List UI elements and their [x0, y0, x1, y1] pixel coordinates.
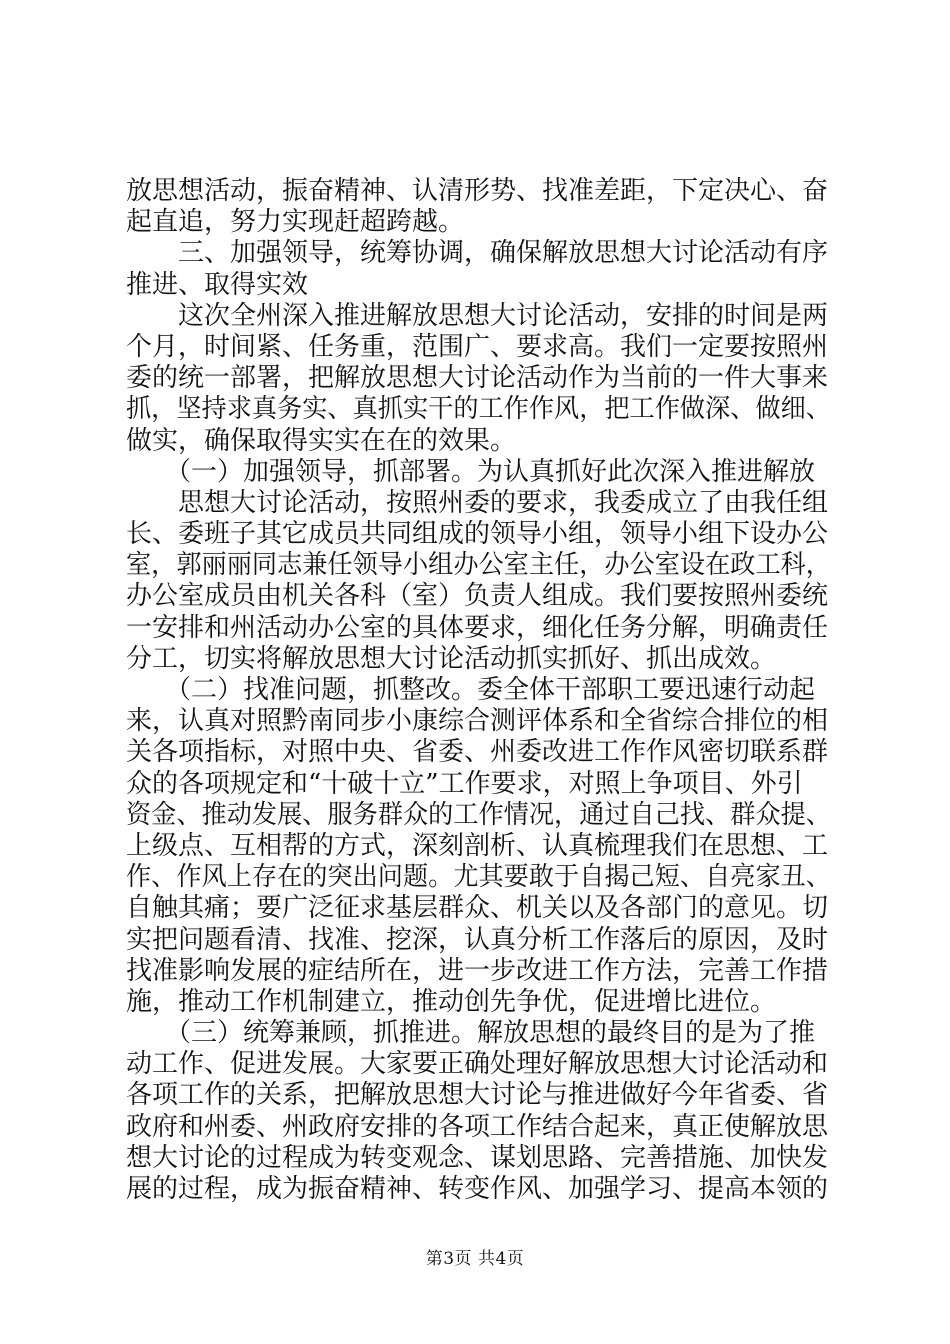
page-footer: [0, 1244, 950, 1269]
text-line: （二）找准问题，抓整改。委全体干部职工要迅速行动起: [126, 675, 816, 705]
text-line: 各项工作的关系，把解放思想大讨论与推进做好今年省委、省: [126, 1080, 829, 1111]
text-line: 办公室成员由机关各科（室）负责人组成。我们要按照州委统: [126, 581, 829, 612]
text-line: 来，认真对照黔南同步小康综合测评体系和全省综合排位的相: [126, 706, 829, 737]
text-line: 资金、推动发展、服务群众的工作情况，通过自己找、群众提、: [126, 799, 831, 830]
text-line: 一安排和州活动办公室的具体要求，细化任务分解，明确责任: [126, 612, 829, 643]
text-line: 室，郭丽丽同志兼任领导小组办公室主任，办公室设在政工科，: [126, 550, 831, 581]
text-line: 关各项指标，对照中央、省委、州委改进工作作风密切联系群: [126, 737, 829, 768]
section-heading-line: 三、加强领导，统筹协调，确保解放思想大讨论活动有序: [126, 238, 829, 269]
page-number: 第3页 共4页: [425, 1249, 525, 1269]
text-line: 作、作风上存在的突出问题。尤其要敢于自揭己短、自亮家丑、: [126, 862, 831, 893]
text-line: 起直追，努力实现赶超跨越。: [126, 207, 465, 238]
text-line: 抓，坚持求真务实、真抓实干的工作作风，把工作做深、做细、: [126, 394, 831, 425]
text-line: 动工作、促进发展。大家要正确处理好解放思想大讨论活动和: [126, 1049, 829, 1080]
text-line: 上级点、互相帮的方式，深刻剖析、认真梳理我们在思想、工: [126, 830, 829, 861]
text-line: 个月，时间紧、任务重，范围广、要求高。我们一定要按照州: [126, 331, 829, 362]
document-body: [126, 176, 831, 1205]
text-line: 这次全州深入推进解放思想大讨论活动，安排的时间是两: [126, 300, 829, 331]
text-line: 做实，确保取得实实在在的效果。: [126, 425, 517, 456]
text-line: 展的过程，成为振奋精神、转变作风、加强学习、提高本领的: [126, 1174, 829, 1204]
text-line: 众的各项规定和“十破十立”工作要求，对照上争项目、外引: [126, 768, 803, 799]
text-line: 自触其痛；要广泛征求基层群众、机关以及各部门的意见。切: [126, 893, 829, 924]
text-line: 实把问题看清、找准、挖深，认真分析工作落后的原因，及时: [126, 924, 829, 955]
section-heading-line: 推进、取得实效: [126, 269, 309, 300]
text-line: 找准影响发展的症结所在，进一步改进工作方法，完善工作措: [126, 955, 829, 986]
text-line: 长、委班子其它成员共同组成的领导小组，领导小组下设办公: [126, 519, 829, 550]
text-line: 施，推动工作机制建立，推动创先争优，促进增比进位。: [126, 986, 777, 1017]
text-line: 委的统一部署，把解放思想大讨论活动作为当前的一件大事来: [126, 363, 829, 394]
text-line: 政府和州委、州政府安排的各项工作结合起来，真正使解放思: [126, 1111, 829, 1142]
text-line: （三）统筹兼顾，抓推进。解放思想的最终目的是为了推: [126, 1018, 816, 1049]
text-line: 想大讨论的过程成为转变观念、谋划思路、完善措施、加快发: [126, 1142, 829, 1173]
text-line: （一）加强领导，抓部署。为认真抓好此次深入推进解放: [126, 456, 816, 487]
text-line: 放思想活动，振奋精神、认清形势、找准差距，下定决心、奋: [126, 176, 829, 206]
text-line: 思想大讨论活动，按照州委的要求，我委成立了由我任组: [126, 487, 829, 518]
text-line: 分工，切实将解放思想大讨论活动抓实抓好、抓出成效。: [126, 643, 777, 674]
